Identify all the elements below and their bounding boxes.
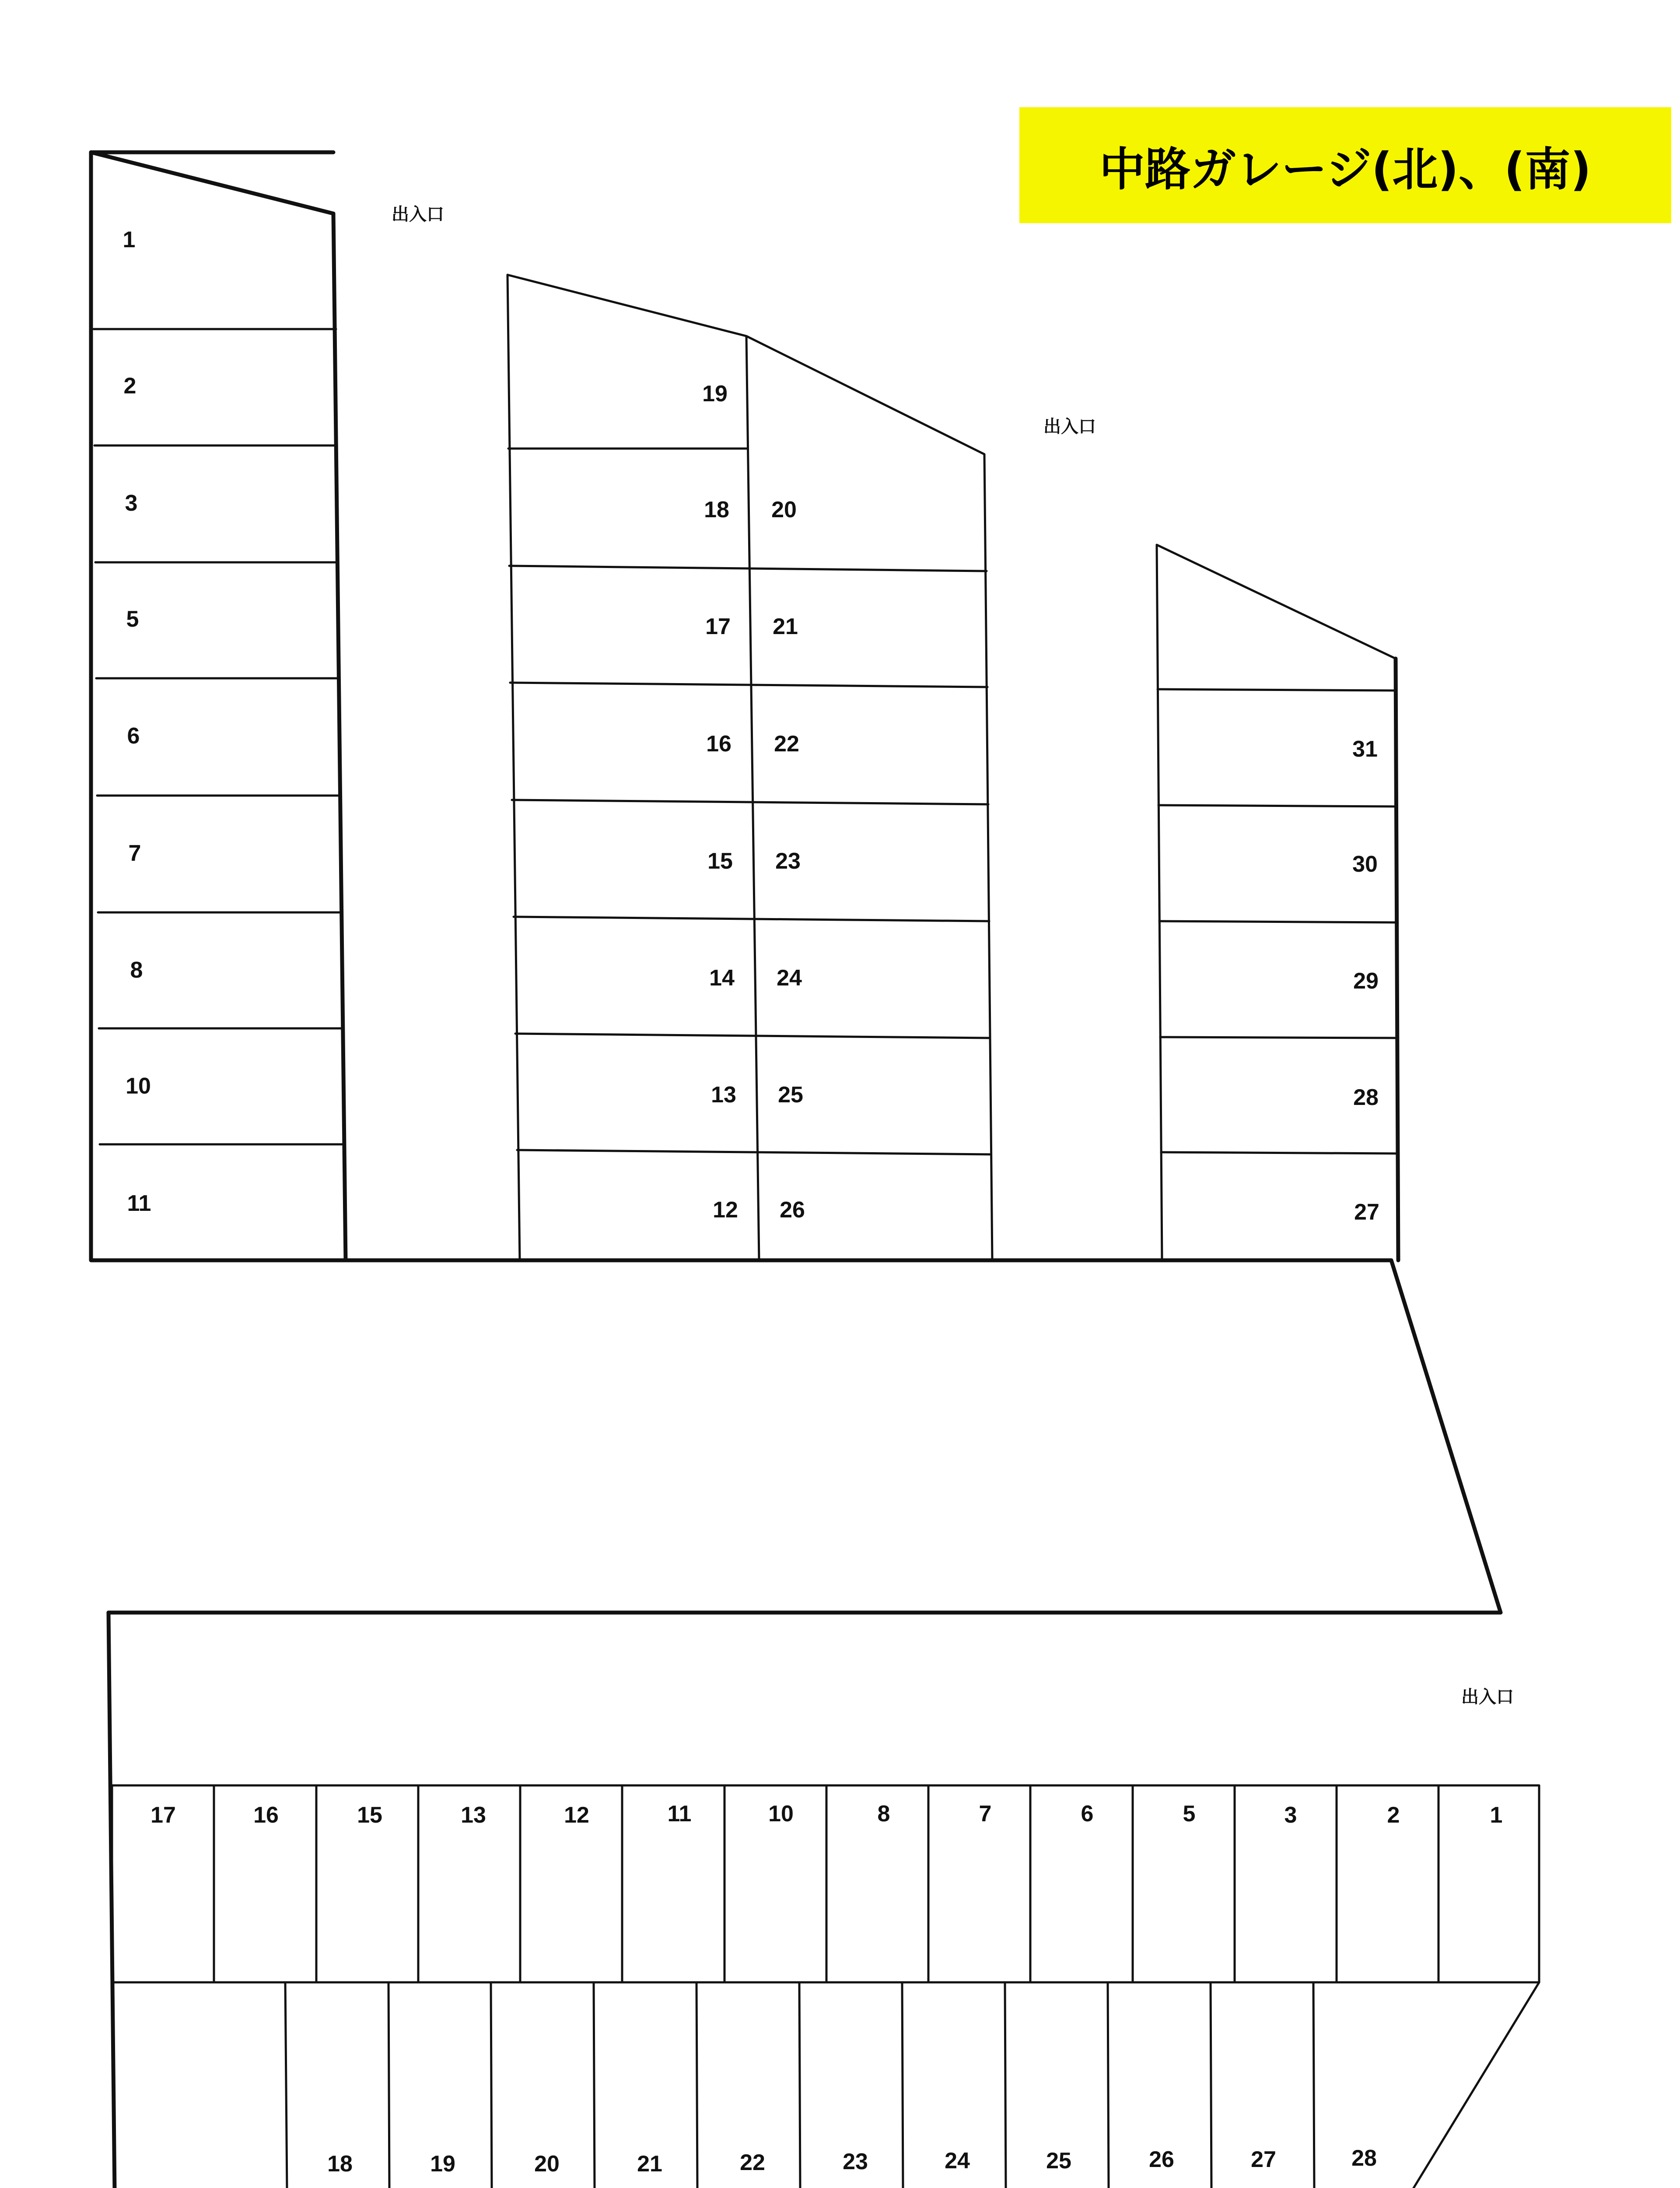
south-top-row-dividers [214, 1785, 1438, 1982]
space-number: 26 [780, 1197, 805, 1223]
space-number: 24 [945, 2148, 970, 2174]
space-number: 13 [461, 1802, 486, 1828]
space-number: 17 [705, 614, 731, 639]
space-number: 21 [773, 614, 798, 639]
space-number: 14 [709, 965, 735, 991]
space-number: 11 [667, 1801, 692, 1827]
title-banner [1019, 107, 1671, 223]
space-number: 18 [704, 497, 729, 522]
space-number: 11 [127, 1191, 151, 1216]
space-number: 23 [843, 2149, 868, 2174]
space-number: 23 [775, 849, 801, 874]
space-number: 22 [740, 2150, 765, 2175]
space-number: 20 [534, 2151, 560, 2177]
north-column-b-divider [746, 336, 759, 1260]
space-number: 30 [1352, 852, 1378, 877]
space-number: 10 [126, 1073, 151, 1099]
space-number: 24 [777, 965, 802, 991]
space-number: 26 [1149, 2147, 1174, 2172]
space-number: 3 [1284, 1802, 1297, 1828]
page-title: 中路ガレージ(北)、(南) [1099, 142, 1592, 196]
north-column-c-edge [1396, 659, 1398, 1260]
south-lot-boundary [108, 1613, 1098, 2188]
space-number: 2 [1387, 1802, 1400, 1828]
space-number: 20 [771, 497, 797, 522]
space-number: 28 [1351, 2146, 1377, 2171]
north-column-b-boundary [508, 275, 992, 1260]
entrance-label: 出入口 [392, 204, 444, 224]
space-number: 12 [564, 1802, 589, 1828]
space-number: 6 [1081, 1801, 1094, 1827]
space-number: 22 [774, 731, 799, 757]
space-number: 7 [128, 841, 141, 866]
north-lot-boundary [91, 152, 1501, 1613]
space-number: 2 [123, 373, 136, 399]
space-number: 31 [1352, 736, 1378, 762]
space-number: 8 [877, 1801, 890, 1827]
space-number: 16 [253, 1802, 279, 1828]
space-number: 19 [430, 2151, 455, 2177]
space-number: 19 [702, 381, 728, 407]
space-number: 29 [1353, 968, 1379, 994]
space-number: 25 [778, 1082, 803, 1108]
entrance-label: 出入口 [1461, 1687, 1514, 1707]
space-number: 21 [637, 2151, 662, 2177]
entrance-label: 出入口 [1043, 417, 1096, 437]
space-number: 1 [1490, 1802, 1503, 1828]
space-number: 6 [127, 723, 140, 749]
space-number: 13 [711, 1082, 736, 1108]
space-number: 3 [125, 491, 138, 516]
space-number: 18 [327, 2151, 353, 2177]
space-number: 15 [357, 1802, 382, 1828]
space-number: 17 [150, 1802, 176, 1828]
space-number: 16 [706, 731, 732, 757]
space-number: 5 [126, 607, 139, 632]
space-number: 7 [979, 1801, 992, 1827]
space-number: 1 [122, 227, 136, 252]
space-number: 15 [707, 849, 733, 874]
space-number: 8 [130, 957, 143, 983]
space-number: 12 [713, 1197, 738, 1223]
space-number: 28 [1353, 1085, 1379, 1110]
space-number: 27 [1251, 2147, 1276, 2172]
space-number: 27 [1354, 1199, 1379, 1225]
space-number: 25 [1046, 2148, 1071, 2174]
space-number: 10 [768, 1801, 794, 1827]
space-number: 5 [1183, 1801, 1196, 1827]
